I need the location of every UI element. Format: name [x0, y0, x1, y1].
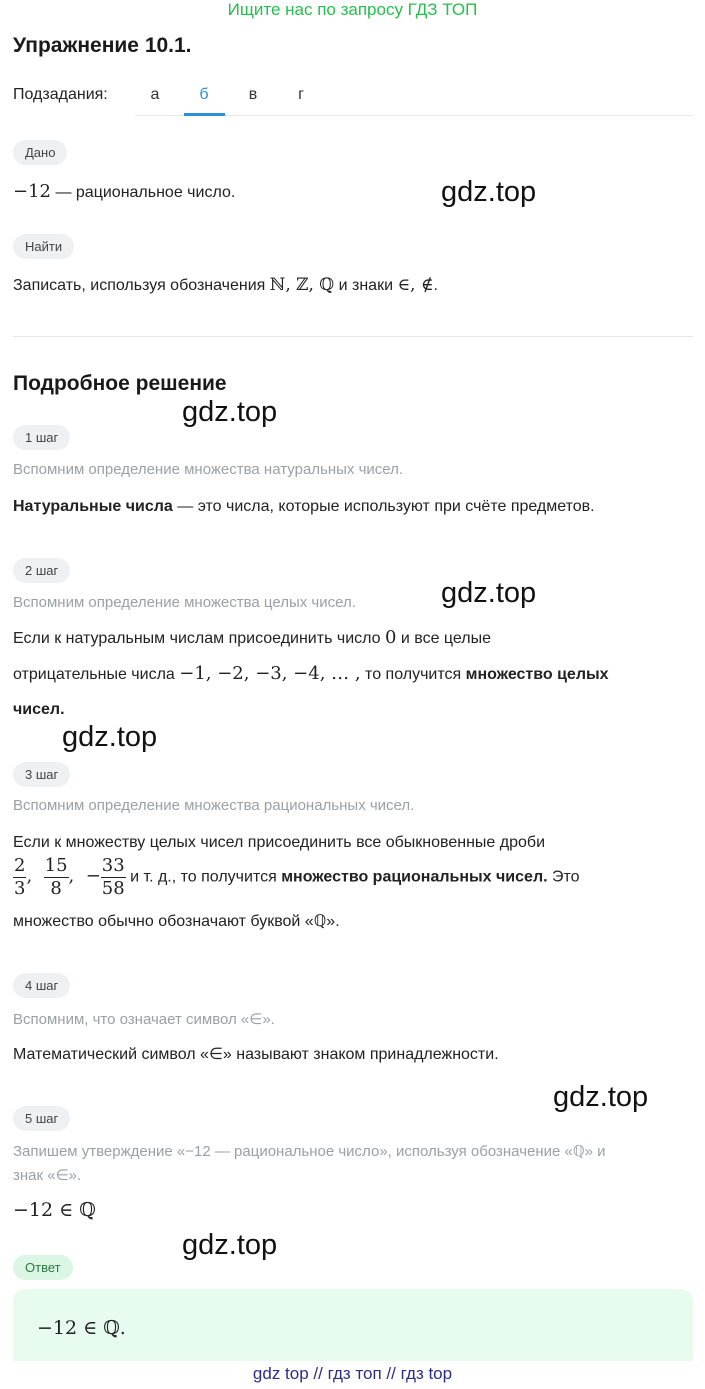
step-2-negatives: −1, −2, −3, −4, … ,	[179, 663, 361, 684]
given-math: −12	[13, 181, 51, 202]
find-signs: ∈, ∉	[397, 275, 434, 295]
watermark: gdz.top	[441, 577, 537, 609]
given-text	[13, 174, 693, 211]
tab-v[interactable]: в	[248, 86, 258, 103]
footer-links[interactable]: gdz top // гдз топ // гдз top	[0, 1361, 705, 1389]
answer-formula: −12 ∈ ℚ.	[37, 1317, 126, 1339]
step-3-line-1: Если к множеству целых чисел присоединить все обыкновенные дроби	[13, 834, 545, 851]
subtask-tabs	[135, 80, 693, 116]
fraction-denominator: 3	[14, 878, 26, 899]
given-chip: Дано	[13, 140, 67, 165]
solution-title: Подробное решение	[13, 372, 227, 395]
watermark: gdz.top	[553, 1081, 649, 1113]
step-1-rest: — это числа, которые используют при счёте предметов.	[172, 498, 595, 515]
step-1-chip: 1 шаг	[13, 425, 70, 450]
step-3-line-2-a: и т. д., то получится	[125, 868, 282, 886]
step-2-line-1-a: Если к натуральным числам присоединить число	[13, 630, 385, 647]
step-1-text	[13, 489, 693, 525]
step-2-chip: 2 шаг	[13, 558, 70, 583]
watermark: gdz.top	[182, 1229, 278, 1261]
step-2-line-2-a: отрицательные числа	[13, 666, 180, 683]
fraction-numerator: 2	[14, 855, 26, 876]
step-2-line-2-bold: множество целых	[465, 666, 609, 683]
tab-g[interactable]: г	[298, 86, 304, 103]
step-2-line-1	[13, 620, 693, 657]
fraction-denominator: 8	[50, 878, 62, 899]
subtasks-label: Подзадания:	[13, 86, 108, 103]
step-2-line-2-b: то получится	[360, 666, 466, 683]
find-text-before: Записать, используя обозначения	[13, 277, 270, 294]
step-3-line-3: множество обычно обозначают буквой «ℚ».	[13, 913, 340, 930]
step-5-hint-1: Запишем утверждение «−12 — рациональное число», используя обозначение «ℚ» и	[13, 1143, 606, 1160]
step-3-line-2-bold: множество рациональных чисел.	[281, 868, 548, 886]
step-3-line-2: $\frac{2}{3}$ , $\frac{15}{8}$ , − $\frac{33}{58}$ и т. д., то получится множество рациональных чисел. Это	[14, 855, 580, 899]
active-tab-indicator	[184, 113, 225, 116]
search-banner: Ищите нас по запросу ГДЗ ТОП	[227, 0, 478, 19]
find-chip: Найти	[13, 234, 74, 259]
fraction-numerator: 33	[101, 855, 125, 876]
answer-chip: Ответ	[13, 1255, 73, 1280]
find-symbols: ℕ, ℤ, ℚ	[269, 275, 335, 295]
fraction-33-58	[101, 855, 126, 900]
step-1-hint: Вспомним определение множества натуральных чисел.	[13, 461, 404, 478]
step-3-hint: Вспомним определение множества рациональных чисел.	[13, 797, 415, 814]
step-5-math	[13, 1199, 96, 1222]
step-4-text: Математический символ «∈» называют знаком принадлежности.	[13, 1046, 499, 1063]
step-4-chip: 4 шаг	[13, 973, 70, 998]
step-2-zero: 0	[384, 627, 397, 648]
watermark: gdz.top	[62, 721, 158, 753]
step-3-line-2-b: Это	[547, 868, 580, 886]
find-text	[13, 267, 693, 304]
page-title: Упражнение 10.1.	[13, 34, 192, 57]
answer-box	[13, 1289, 693, 1369]
tab-a[interactable]: а	[150, 86, 160, 103]
watermark: gdz.top	[182, 396, 278, 428]
step-3-chip: 3 шаг	[13, 762, 70, 787]
step-2-line-1-b: и все целые	[396, 630, 492, 647]
step-4-hint: Вспомним, что означает символ «∈».	[13, 1011, 275, 1028]
step-2-line-3-bold: чисел.	[13, 701, 65, 718]
find-text-after: .	[433, 277, 438, 294]
fraction-numerator: 15	[44, 855, 68, 876]
step-5-hint-2: знак «∈».	[13, 1167, 82, 1184]
given-desc: — рациональное число.	[51, 184, 236, 201]
fraction-denominator: 58	[101, 878, 125, 899]
step-5-chip: 5 шаг	[13, 1106, 70, 1131]
tab-b[interactable]: б	[199, 86, 209, 103]
watermark: gdz.top	[441, 176, 537, 208]
find-text-mid: и знаки	[334, 277, 398, 294]
fraction-2-3	[13, 855, 26, 900]
divider	[13, 336, 693, 337]
step-2-line-2	[13, 656, 693, 693]
step-2-hint: Вспомним определение множества целых чисел.	[13, 594, 356, 611]
step-5-formula: −12 ∈ ℚ	[13, 1199, 96, 1221]
fraction-15-8	[44, 855, 69, 900]
step-1-bold: Натуральные числа	[13, 498, 173, 515]
